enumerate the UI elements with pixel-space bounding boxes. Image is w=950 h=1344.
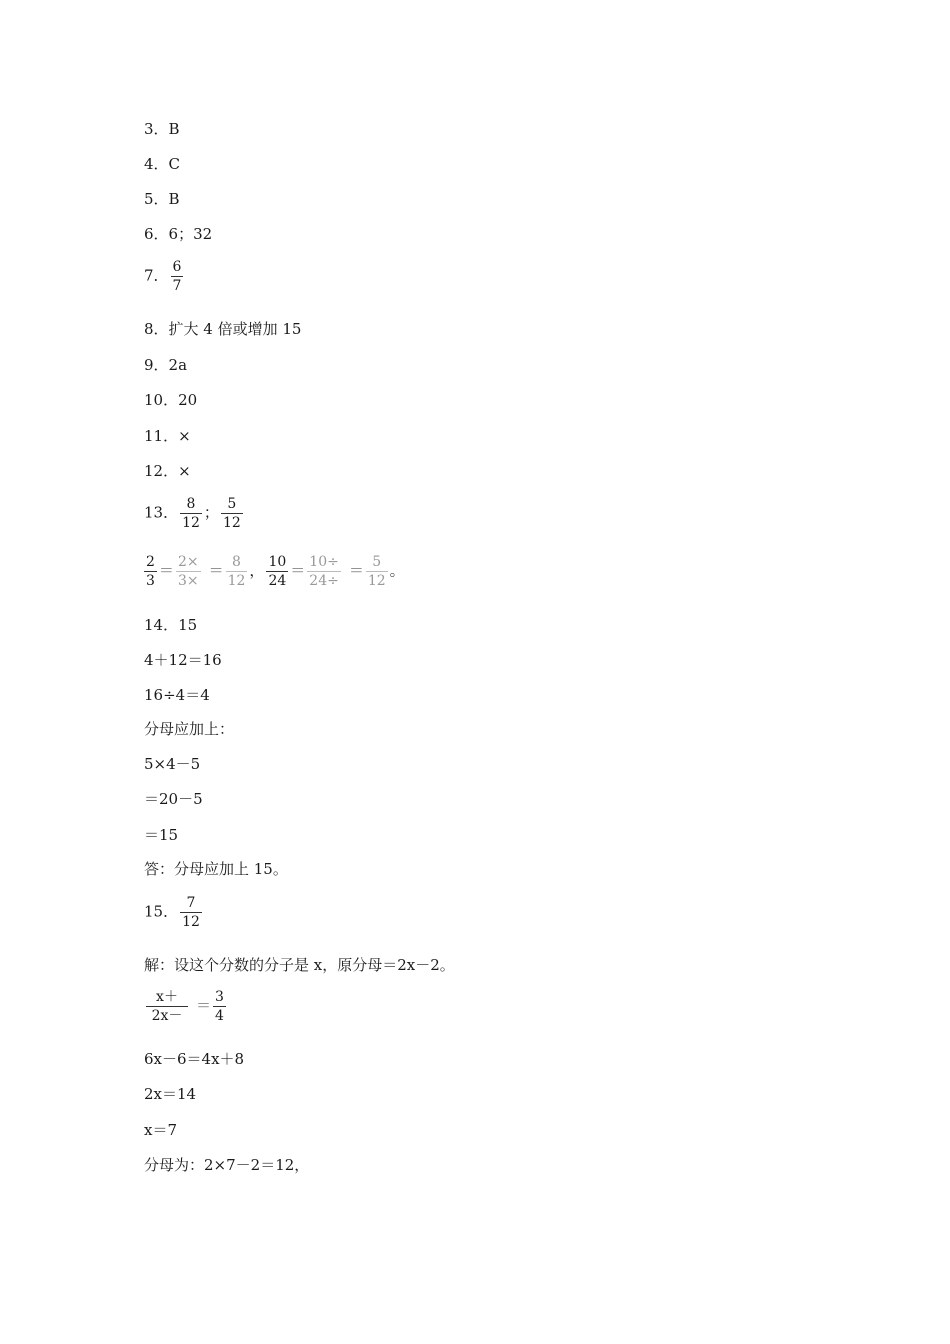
solution-step-2: 2x＝14 <box>144 1085 197 1103</box>
fraction-numerator: 2 <box>146 554 155 570</box>
answer-7-fraction <box>171 258 184 295</box>
fraction-denominator: 12 <box>227 573 246 589</box>
derivation-fraction-5-12 <box>366 553 388 590</box>
answer-6: 6．6；32 <box>144 225 213 243</box>
fraction-denominator: 2x－ <box>146 1006 188 1025</box>
equals-sign: ＝ <box>348 561 364 580</box>
solution-step-3: x＝7 <box>144 1121 178 1139</box>
equals-sign: ＝ <box>196 996 212 1015</box>
answer-13-fraction-2 <box>221 495 243 532</box>
step-result: ＝15 <box>144 826 179 844</box>
fraction-numerator: x＋ <box>156 989 178 1005</box>
fraction-numerator: 10÷ <box>309 554 339 570</box>
answer-12: 12．× <box>144 462 191 480</box>
answer-10: 10．20 <box>144 391 198 409</box>
fraction-numerator: 10 <box>268 554 287 570</box>
derivation-period: 。 <box>389 561 405 580</box>
derivation-fraction-10-24 <box>266 553 288 590</box>
derivation-comma: ， <box>249 561 265 580</box>
answer-5: 5．B <box>144 190 180 208</box>
equation-lhs-fraction <box>146 988 188 1025</box>
equals-sign: ＝ <box>208 561 224 580</box>
derivation-fraction-8-12 <box>226 553 248 590</box>
answer-9: 9．2a <box>144 356 188 374</box>
solution-denominator: 分母为：2×7－2＝12， <box>144 1156 310 1174</box>
fraction-denominator: 24 <box>268 573 287 589</box>
answer-13 <box>144 495 245 532</box>
step-divide: 16÷4＝4 <box>144 686 210 704</box>
answer-15-fraction <box>180 894 202 931</box>
fraction-numerator: 6 <box>172 259 182 275</box>
answer-14-conclusion: 答：分母应加上 15。 <box>144 860 288 878</box>
answer-13-prefix: 13． <box>144 503 179 522</box>
answer-11: 11．× <box>144 427 191 445</box>
fraction-numerator: 7 <box>186 895 196 911</box>
fraction-denominator: 7 <box>172 278 182 294</box>
answer-8: 8．扩大 4 倍或增加 15 <box>144 320 302 338</box>
answer-13-fraction-1 <box>180 495 202 532</box>
step-sum: 4＋12＝16 <box>144 651 222 669</box>
fraction-denominator: 4 <box>215 1008 224 1024</box>
answer-13-derivation <box>142 553 405 590</box>
equation-rhs-fraction <box>213 988 226 1025</box>
answer-7-prefix: 7． <box>144 266 169 285</box>
fraction-denominator: 12 <box>222 515 241 531</box>
fraction-denominator: 3 <box>146 573 155 589</box>
fraction-numerator: 2× <box>177 554 199 570</box>
answer-13-separator: ； <box>203 503 219 522</box>
fraction-denominator: 3× <box>177 573 199 589</box>
fraction-numerator: 5 <box>227 496 237 512</box>
fraction-numerator: 5 <box>372 554 382 570</box>
answer-4: 4．C <box>144 155 181 173</box>
fraction-numerator: 3 <box>215 989 224 1005</box>
fraction-numerator: 8 <box>232 554 241 570</box>
fraction-denominator: 12 <box>182 914 200 930</box>
fraction-denominator: 12 <box>367 573 386 589</box>
answer-15 <box>144 894 204 931</box>
step-simplify: ＝20－5 <box>144 790 203 808</box>
step-expression: 5×4－5 <box>144 755 201 773</box>
solution-setup: 解：设这个分数的分子是 x，原分母＝2x－2。 <box>144 956 455 974</box>
answer-3: 3．B <box>144 120 180 138</box>
answer-15-prefix: 15． <box>144 902 179 921</box>
fraction-denominator: 12 <box>182 515 200 531</box>
derivation-fraction-divided <box>307 553 341 590</box>
solution-step-1: 6x－6＝4x＋8 <box>144 1050 245 1068</box>
equals-sign: ＝ <box>290 561 306 580</box>
fraction-denominator: 24÷ <box>309 573 339 589</box>
solution-equation <box>144 988 228 1025</box>
fraction-numerator: 8 <box>186 496 196 512</box>
answer-7 <box>144 258 185 295</box>
derivation-fraction-scaled <box>176 553 201 590</box>
answer-14: 14．15 <box>144 616 198 634</box>
step-heading: 分母应加上： <box>144 720 235 738</box>
equals-sign: ＝ <box>158 561 174 580</box>
derivation-fraction-2-3 <box>144 553 157 590</box>
